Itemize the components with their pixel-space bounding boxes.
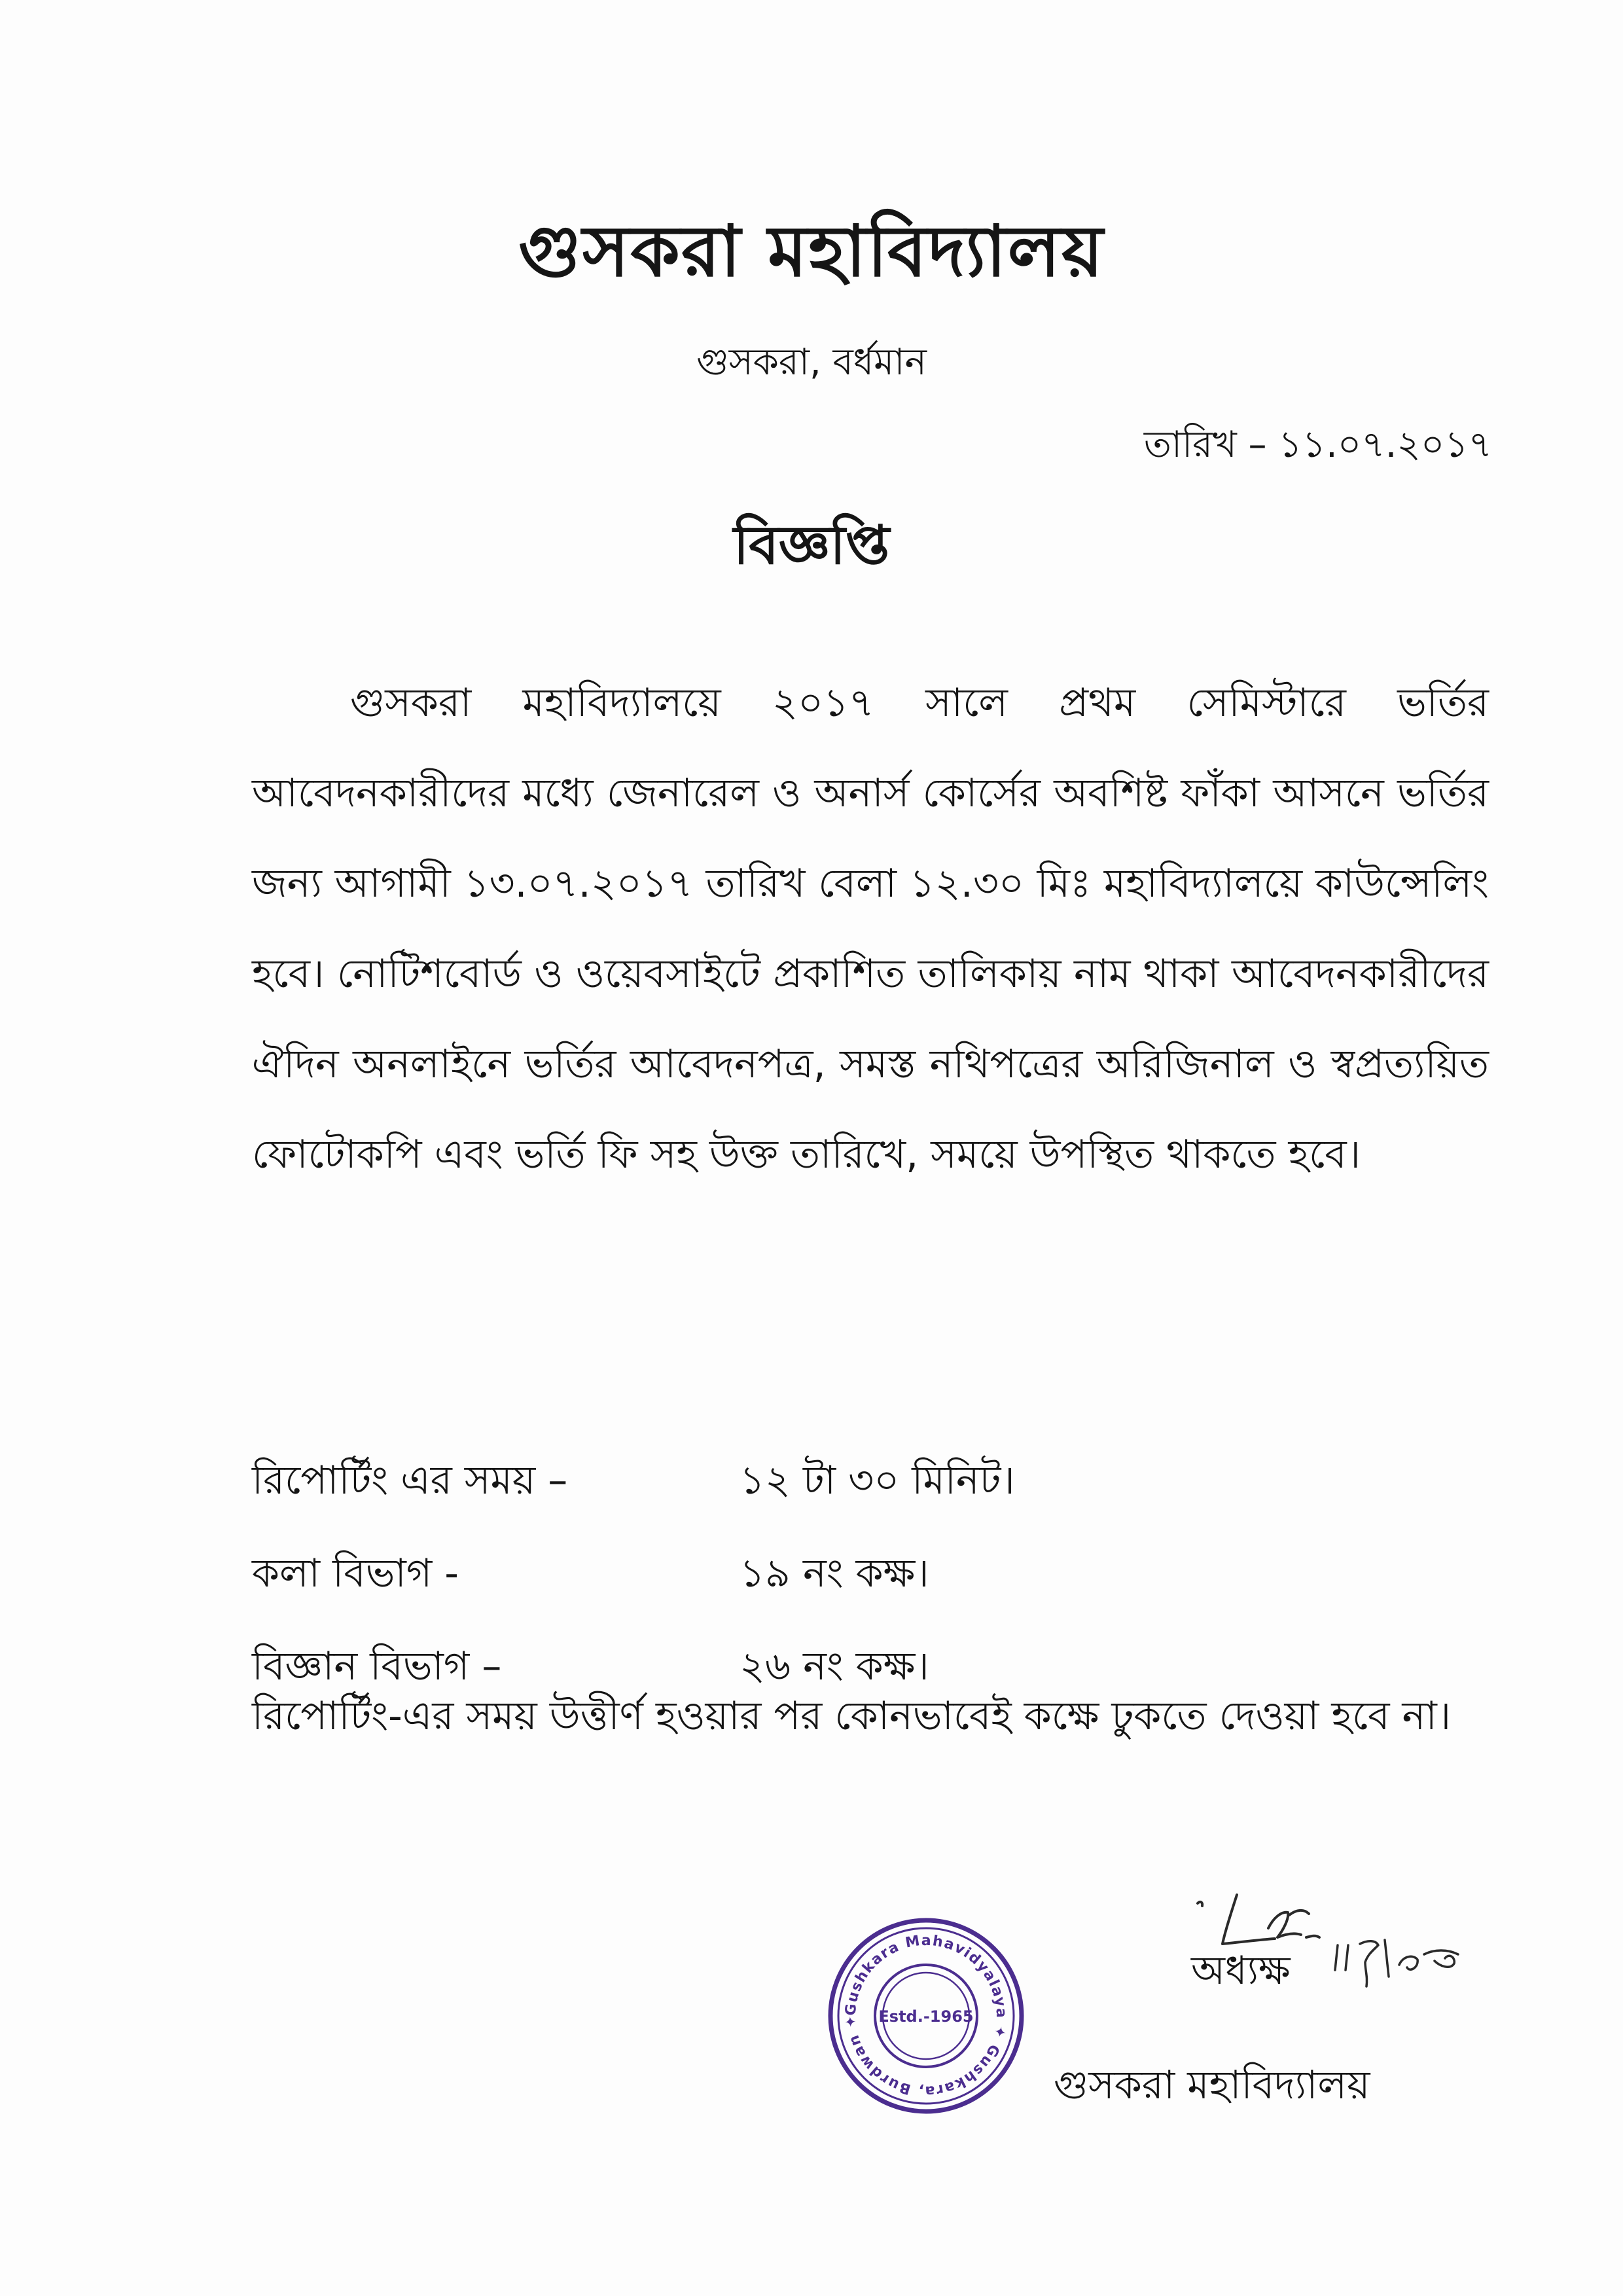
- notice-body: গুসকরা মহাবিদ্যালয়ে ২০১৭ সালে প্রথম সেমিস্টারে ভর্তির আবেদনকারীদের মধ্যে জেনারেল ও অনার্স কোর্সের অবশিষ্ট ফাঁকা আসনে ভর্তির জন্য আগামী ১৩.০৭.২০১৭ তারিখ বেলা ১২.৩০ মিঃ মহাবিদ্যালয়ে কাউন্সেলিং হবে। নোটিশবোর্ড ও ওয়েবসাইটে প্রকাশিত তালিকায় নাম থাকা আবেদনকারীদের ঐদিন অনলাইনে ভর্তির আবেদনপত্র, সমস্ত নথিপত্রের অরিজিনাল ও স্বপ্রত্যয়িত ফোটোকপি এবং ভর্তি ফি সহ উক্ত তারিখে, সময়ে উপস্থিত থাকতে হবে।: [252, 680, 1489, 1177]
- schedule-label: কলা বিভাগ -: [252, 1551, 459, 1596]
- notice-closing: রিপোর্টিং-এর সময় উত্তীর্ণ হওয়ার পর কোনভাবেই কক্ষে ঢুকতে দেওয়া হবে না।: [252, 1693, 1452, 1739]
- seal-ring-text: Gushkara Mahavidyalaya ✦ Gushkara, Burdwan ✦: [842, 1932, 1010, 2100]
- schedule-row-arts: [252, 1530, 1489, 1623]
- college-signature-line: গুসকরা মহাবিদ্যালয়: [1054, 2062, 1370, 2108]
- schedule-value: ১২ টা ৩০ মিনিট।: [740, 1458, 1015, 1503]
- schedule-value: ২৬ নং কক্ষ।: [740, 1643, 929, 1689]
- principal-designation: অধ্যক্ষ: [1191, 1948, 1291, 1994]
- schedule-label: রিপোর্টিং এর সময় –: [252, 1458, 568, 1503]
- college-seal: [825, 1914, 1027, 2117]
- schedule-value: ১৯ নং কক্ষ।: [740, 1551, 929, 1596]
- notice-date: তারিখ – ১১.০৭.২০১৭: [1143, 423, 1492, 466]
- college-address: গুসকরা, বর্ধমান: [696, 341, 927, 384]
- college-title: গুসকরা মহাবিদ্যালয়: [518, 211, 1105, 293]
- schedule-label: বিজ্ঞান বিভাগ –: [252, 1643, 502, 1689]
- notice-heading: বিজ্ঞপ্তি: [733, 514, 890, 577]
- schedule-row-reporting: [252, 1437, 1489, 1530]
- seal-center-text: Estd.-1965: [878, 2007, 974, 2026]
